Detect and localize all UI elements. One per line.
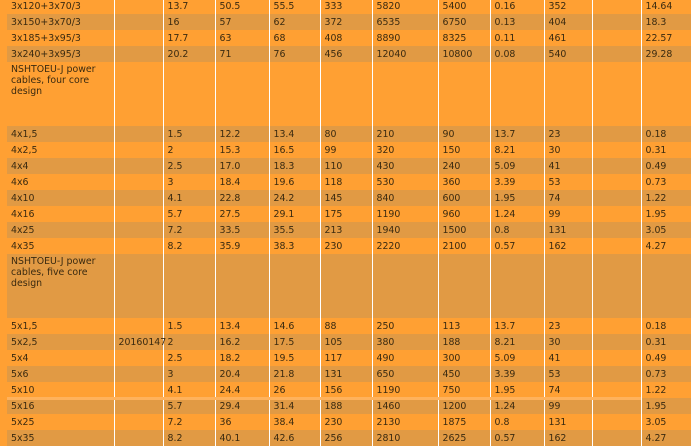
- table-cell: 20.2: [163, 46, 215, 62]
- cable-type-cell: 5x6: [7, 366, 114, 382]
- table-cell: 1940: [372, 222, 438, 238]
- table-cell: 0.73: [641, 366, 691, 382]
- table-cell: 62: [269, 14, 320, 30]
- table-cell: [320, 254, 372, 318]
- table-cell: 2: [163, 142, 215, 158]
- table-cell: 360: [438, 174, 490, 190]
- table-cell: 13.7: [490, 126, 544, 142]
- table-cell: 131: [544, 222, 592, 238]
- table-cell: 14.6: [269, 318, 320, 334]
- table-cell: 230: [320, 238, 372, 254]
- table-cell: 408: [320, 30, 372, 46]
- table-cell: 18.4: [215, 174, 269, 190]
- table-cell: [592, 414, 641, 430]
- table-cell: 8.21: [490, 334, 544, 350]
- table-cell: 20160147: [114, 334, 163, 350]
- table-cell: 1.95: [490, 382, 544, 398]
- table-cell: [544, 62, 592, 126]
- table-cell: 8890: [372, 30, 438, 46]
- table-cell: 1500: [438, 222, 490, 238]
- table-cell: 188: [320, 398, 372, 414]
- table-cell: 145: [320, 190, 372, 206]
- table-cell: 2.5: [163, 350, 215, 366]
- table-cell: 29.4: [215, 398, 269, 414]
- table-row: [7, 238, 691, 254]
- table-cell: 17.5: [269, 334, 320, 350]
- table-cell: [592, 366, 641, 382]
- table-cell: 4.1: [163, 382, 215, 398]
- table-cell: 10800: [438, 46, 490, 62]
- table-cell: 352: [544, 0, 592, 14]
- table-cell: [592, 430, 641, 446]
- table-cell: 1190: [372, 206, 438, 222]
- table-cell: [592, 350, 641, 366]
- table-cell: 38.3: [269, 238, 320, 254]
- table-cell: 41: [544, 158, 592, 174]
- cable-spec-table: [7, 0, 692, 446]
- table-row: [7, 126, 691, 142]
- table-cell: 540: [544, 46, 592, 62]
- table-cell: [592, 206, 641, 222]
- table-cell: 256: [320, 430, 372, 446]
- table-cell: 22.8: [215, 190, 269, 206]
- table-cell: 380: [372, 334, 438, 350]
- table-cell: [114, 142, 163, 158]
- table-cell: 372: [320, 14, 372, 30]
- table-cell: 162: [544, 238, 592, 254]
- table-cell: 35.5: [269, 222, 320, 238]
- table-cell: 24.2: [269, 190, 320, 206]
- cable-type-cell: 5x4: [7, 350, 114, 366]
- table-cell: [592, 126, 641, 142]
- table-cell: 26: [269, 382, 320, 398]
- table-cell: 88: [320, 318, 372, 334]
- table-cell: 1.5: [163, 318, 215, 334]
- table-cell: 38.4: [269, 414, 320, 430]
- table-cell: 23: [544, 126, 592, 142]
- table-row: [7, 142, 691, 158]
- cable-type-cell: 5x16: [7, 398, 114, 414]
- table-cell: 3.39: [490, 174, 544, 190]
- table-cell: [592, 334, 641, 350]
- table-cell: 42.6: [269, 430, 320, 446]
- table-cell: 650: [372, 366, 438, 382]
- table-cell: 0.31: [641, 334, 691, 350]
- table-cell: 18.3: [269, 158, 320, 174]
- table-cell: 0.11: [490, 30, 544, 46]
- table-cell: 0.18: [641, 126, 691, 142]
- table-cell: 0.16: [490, 0, 544, 14]
- table-cell: [215, 62, 269, 126]
- cable-type-cell: 3x150+3x70/3: [7, 14, 114, 30]
- table-row: [7, 0, 691, 14]
- table-cell: 50.5: [215, 0, 269, 14]
- table-cell: 15.3: [215, 142, 269, 158]
- table-cell: 0.73: [641, 174, 691, 190]
- table-cell: 7.2: [163, 414, 215, 430]
- table-cell: 1.95: [490, 190, 544, 206]
- table-cell: 55.5: [269, 0, 320, 14]
- table-cell: 8.21: [490, 142, 544, 158]
- table-row: [7, 414, 691, 430]
- table-row: [7, 190, 691, 206]
- table-cell: 8.2: [163, 430, 215, 446]
- cable-type-cell: 5x1,5: [7, 318, 114, 334]
- table-row: [7, 366, 691, 382]
- table-cell: 6750: [438, 14, 490, 30]
- table-cell: 1.95: [641, 206, 691, 222]
- cable-type-cell: 4x6: [7, 174, 114, 190]
- table-cell: 63: [215, 30, 269, 46]
- table-cell: [592, 222, 641, 238]
- table-cell: 17.0: [215, 158, 269, 174]
- table-cell: 210: [372, 126, 438, 142]
- table-cell: 20.4: [215, 366, 269, 382]
- cable-type-cell: 5x10: [7, 382, 114, 398]
- table-cell: 31.4: [269, 398, 320, 414]
- table-cell: [269, 254, 320, 318]
- table-cell: 24.4: [215, 382, 269, 398]
- table-cell: [490, 254, 544, 318]
- table-cell: 213: [320, 222, 372, 238]
- table-cell: 5.09: [490, 158, 544, 174]
- table-cell: [163, 62, 215, 126]
- table-row: [7, 430, 691, 446]
- table-cell: [114, 366, 163, 382]
- table-cell: [592, 174, 641, 190]
- table-cell: 29.1: [269, 206, 320, 222]
- table-cell: 188: [438, 334, 490, 350]
- table-cell: [114, 158, 163, 174]
- table-cell: 74: [544, 190, 592, 206]
- table-cell: 2.5: [163, 158, 215, 174]
- table-cell: 14.64: [641, 0, 691, 14]
- table-cell: 23: [544, 318, 592, 334]
- table-cell: 99: [320, 142, 372, 158]
- table-cell: 1875: [438, 414, 490, 430]
- table-cell: [114, 398, 163, 414]
- table-cell: 0.8: [490, 222, 544, 238]
- table-cell: [163, 254, 215, 318]
- table-cell: [114, 62, 163, 126]
- cable-type-cell: 4x10: [7, 190, 114, 206]
- table-row: [7, 206, 691, 222]
- table-cell: 7.2: [163, 222, 215, 238]
- table-cell: 490: [372, 350, 438, 366]
- table-cell: 16.5: [269, 142, 320, 158]
- table-cell: 156: [320, 382, 372, 398]
- table-cell: 3.05: [641, 414, 691, 430]
- table-cell: [592, 254, 641, 318]
- table-cell: 5.09: [490, 350, 544, 366]
- table-cell: 12.2: [215, 126, 269, 142]
- table-cell: 2220: [372, 238, 438, 254]
- table-cell: [114, 350, 163, 366]
- table-cell: [438, 62, 490, 126]
- table-cell: 750: [438, 382, 490, 398]
- table-cell: 16: [163, 14, 215, 30]
- table-row: [7, 350, 691, 366]
- table-cell: 1.5: [163, 126, 215, 142]
- table-cell: 3: [163, 366, 215, 382]
- table-row: [7, 46, 691, 62]
- table-cell: [215, 254, 269, 318]
- table-cell: 71: [215, 46, 269, 62]
- table-cell: [490, 62, 544, 126]
- table-cell: 76: [269, 46, 320, 62]
- table-cell: [438, 254, 490, 318]
- table-cell: 840: [372, 190, 438, 206]
- table-cell: 4.27: [641, 430, 691, 446]
- table-row: [7, 158, 691, 174]
- table-cell: 0.31: [641, 142, 691, 158]
- table-cell: [372, 62, 438, 126]
- table-cell: 8.2: [163, 238, 215, 254]
- table-cell: 2: [163, 334, 215, 350]
- table-cell: 461: [544, 30, 592, 46]
- table-cell: 0.13: [490, 14, 544, 30]
- table-cell: 0.49: [641, 350, 691, 366]
- table-cell: [114, 318, 163, 334]
- section-title-cell: NSHTOEU-J power cables, five core design: [7, 254, 114, 318]
- table-cell: 3.39: [490, 366, 544, 382]
- table-row: [7, 174, 691, 190]
- table-cell: 0.57: [490, 430, 544, 446]
- table-cell: [641, 254, 691, 318]
- table-cell: 99: [544, 206, 592, 222]
- cable-type-cell: 3x120+3x70/3: [7, 0, 114, 14]
- table-cell: [372, 254, 438, 318]
- table-row: [7, 14, 691, 30]
- table-cell: [114, 174, 163, 190]
- section-header-row: [7, 62, 691, 126]
- table-cell: [114, 206, 163, 222]
- cable-type-cell: 4x4: [7, 158, 114, 174]
- table-cell: 53: [544, 366, 592, 382]
- table-cell: 960: [438, 206, 490, 222]
- table-cell: [114, 238, 163, 254]
- table-cell: [114, 30, 163, 46]
- section-header-row: [7, 254, 691, 318]
- cable-type-cell: 4x25: [7, 222, 114, 238]
- table-cell: 53: [544, 174, 592, 190]
- table-cell: 17.7: [163, 30, 215, 46]
- table-row: [7, 382, 691, 398]
- table-cell: 1460: [372, 398, 438, 414]
- table-cell: 5.7: [163, 398, 215, 414]
- table-cell: [114, 46, 163, 62]
- table-cell: 230: [320, 414, 372, 430]
- table-cell: 16.2: [215, 334, 269, 350]
- table-cell: 2130: [372, 414, 438, 430]
- table-row: [7, 334, 691, 350]
- table-cell: [320, 62, 372, 126]
- table-cell: [114, 430, 163, 446]
- table-cell: 404: [544, 14, 592, 30]
- table-cell: 1.22: [641, 190, 691, 206]
- table-cell: 1.24: [490, 206, 544, 222]
- cable-type-cell: 3x240+3x95/3: [7, 46, 114, 62]
- table-cell: 13.7: [490, 318, 544, 334]
- table-cell: 1.95: [641, 398, 691, 414]
- table-cell: 333: [320, 0, 372, 14]
- table-cell: [592, 190, 641, 206]
- table-cell: [592, 62, 641, 126]
- table-cell: [114, 126, 163, 142]
- table-cell: 113: [438, 318, 490, 334]
- table-cell: 0.18: [641, 318, 691, 334]
- table-cell: 80: [320, 126, 372, 142]
- cable-type-cell: 4x35: [7, 238, 114, 254]
- table-cell: [114, 0, 163, 14]
- table-cell: 22.57: [641, 30, 691, 46]
- table-cell: 13.4: [215, 318, 269, 334]
- table-cell: 1.22: [641, 382, 691, 398]
- table-cell: [114, 190, 163, 206]
- table-cell: 6535: [372, 14, 438, 30]
- table-cell: [592, 398, 641, 414]
- table-cell: 320: [372, 142, 438, 158]
- table-cell: 0.8: [490, 414, 544, 430]
- table-cell: 162: [544, 430, 592, 446]
- table-cell: 2625: [438, 430, 490, 446]
- table-cell: 35.9: [215, 238, 269, 254]
- table-cell: 3.05: [641, 222, 691, 238]
- table-cell: [114, 414, 163, 430]
- table-cell: 0.08: [490, 46, 544, 62]
- table-cell: 27.5: [215, 206, 269, 222]
- table-cell: [592, 0, 641, 14]
- cable-type-cell: 5x2,5: [7, 334, 114, 350]
- table-cell: 90: [438, 126, 490, 142]
- cable-type-cell: 4x1,5: [7, 126, 114, 142]
- table-cell: 13.4: [269, 126, 320, 142]
- table-cell: 1190: [372, 382, 438, 398]
- table-cell: 175: [320, 206, 372, 222]
- table-cell: 57: [215, 14, 269, 30]
- table-cell: 530: [372, 174, 438, 190]
- table-cell: 3: [163, 174, 215, 190]
- table-cell: 5400: [438, 0, 490, 14]
- table-cell: 18.3: [641, 14, 691, 30]
- table-cell: [114, 382, 163, 398]
- table-cell: 131: [544, 414, 592, 430]
- table-cell: 5.7: [163, 206, 215, 222]
- table-cell: 150: [438, 142, 490, 158]
- table-cell: 21.8: [269, 366, 320, 382]
- table-cell: 450: [438, 366, 490, 382]
- table-row: [7, 222, 691, 238]
- table-cell: [592, 46, 641, 62]
- table-cell: 110: [320, 158, 372, 174]
- table-cell: 68: [269, 30, 320, 46]
- table-cell: [592, 238, 641, 254]
- table-cell: 41: [544, 350, 592, 366]
- table-cell: 0.49: [641, 158, 691, 174]
- table-cell: 430: [372, 158, 438, 174]
- table-cell: 0.57: [490, 238, 544, 254]
- table-bottom-border: [7, 397, 641, 400]
- table-cell: 5820: [372, 0, 438, 14]
- cable-type-cell: 5x35: [7, 430, 114, 446]
- table-cell: [544, 254, 592, 318]
- table-cell: 19.6: [269, 174, 320, 190]
- table-cell: 4.27: [641, 238, 691, 254]
- table-cell: [641, 62, 691, 126]
- table-cell: 13.7: [163, 0, 215, 14]
- cable-type-cell: 4x2,5: [7, 142, 114, 158]
- table-cell: 29.28: [641, 46, 691, 62]
- table-cell: 18.2: [215, 350, 269, 366]
- table-row: [7, 30, 691, 46]
- table-cell: [592, 318, 641, 334]
- table-cell: 456: [320, 46, 372, 62]
- table-cell: [114, 254, 163, 318]
- table-cell: 19.5: [269, 350, 320, 366]
- table-cell: 240: [438, 158, 490, 174]
- table-cell: [592, 382, 641, 398]
- cable-type-cell: 4x16: [7, 206, 114, 222]
- section-title-cell: NSHTOEU-J power cables, four core design: [7, 62, 114, 126]
- table-cell: [592, 14, 641, 30]
- table-cell: 74: [544, 382, 592, 398]
- table-cell: [592, 158, 641, 174]
- table-cell: [269, 62, 320, 126]
- table-cell: [114, 222, 163, 238]
- table-cell: 118: [320, 174, 372, 190]
- table-cell: 33.5: [215, 222, 269, 238]
- table-cell: 40.1: [215, 430, 269, 446]
- table-cell: 12040: [372, 46, 438, 62]
- table-cell: 4.1: [163, 190, 215, 206]
- table-cell: 1.24: [490, 398, 544, 414]
- table-cell: 105: [320, 334, 372, 350]
- table-cell: 300: [438, 350, 490, 366]
- table-cell: 2810: [372, 430, 438, 446]
- table-cell: 131: [320, 366, 372, 382]
- table-cell: 30: [544, 334, 592, 350]
- table-row: [7, 318, 691, 334]
- table-cell: 36: [215, 414, 269, 430]
- table-cell: [592, 142, 641, 158]
- table-row: [7, 398, 691, 414]
- cable-type-cell: 3x185+3x95/3: [7, 30, 114, 46]
- cable-type-cell: 5x25: [7, 414, 114, 430]
- table-cell: 2100: [438, 238, 490, 254]
- table-cell: 600: [438, 190, 490, 206]
- table-cell: [592, 30, 641, 46]
- table-cell: 99: [544, 398, 592, 414]
- table-cell: 250: [372, 318, 438, 334]
- table-cell: [114, 14, 163, 30]
- table-cell: 117: [320, 350, 372, 366]
- table-cell: 8325: [438, 30, 490, 46]
- cable-spec-table-body: [7, 0, 691, 446]
- table-cell: 30: [544, 142, 592, 158]
- table-cell: 1200: [438, 398, 490, 414]
